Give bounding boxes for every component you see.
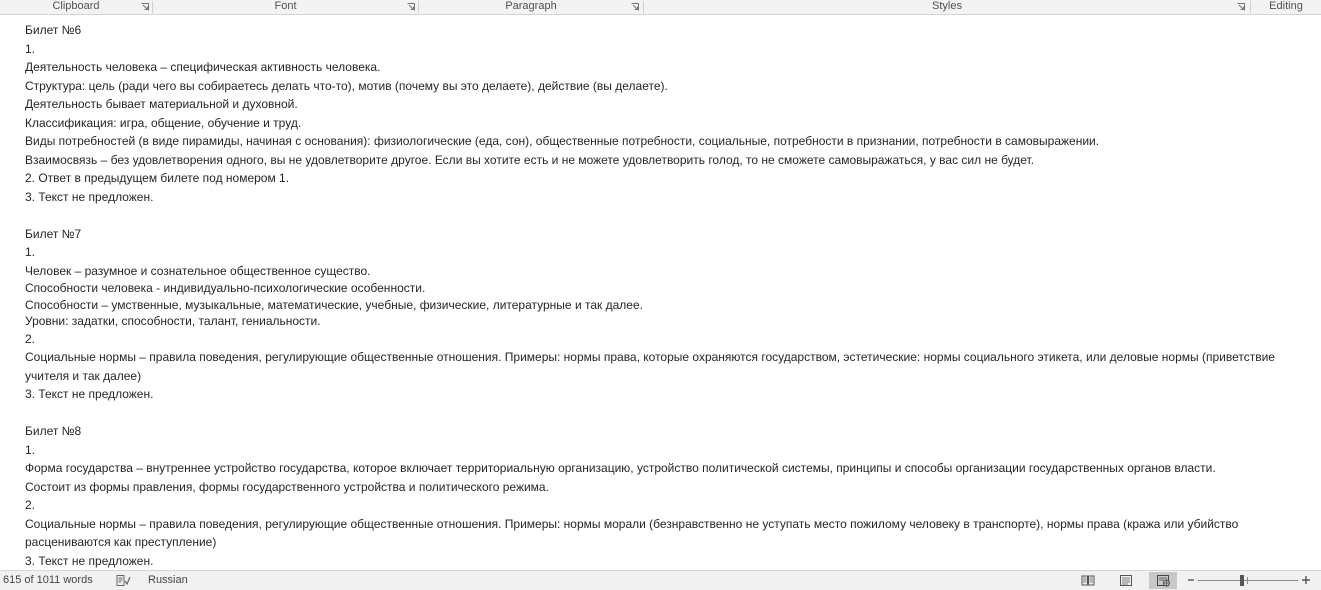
- empty-paragraph[interactable]: [25, 404, 1317, 423]
- doc-paragraph[interactable]: Способности – умственные, музыкальные, математические, учебные, физические, литературные и так далее.: [25, 297, 643, 312]
- ribbon-group-labels: [0, 0, 1321, 15]
- zoom-slider-center-tick: [1247, 577, 1248, 584]
- proofing-icon[interactable]: [116, 574, 131, 587]
- doc-paragraph[interactable]: Классификация: игра, общение, обучение и труд.: [25, 115, 302, 130]
- doc-paragraph[interactable]: Виды потребностей (в виде пирамиды, начиная с основания): физиологические (еда, сон), общественные потребности, социальные, потребности в признании, потребности в самовыражении.: [25, 134, 1100, 148]
- web-layout-icon: [1156, 574, 1171, 587]
- minus-icon[interactable]: [1187, 575, 1195, 585]
- ticket-heading[interactable]: Билет №7: [25, 226, 82, 241]
- web-layout-button[interactable]: [1149, 572, 1177, 589]
- doc-paragraph[interactable]: Социальные нормы – правила поведения, регулирующие общественные отношения. Примеры: нормы морали (безнравственно не уступать место пожилому человеку в транспорте), нормы права (кража или убийство расцениваются как преступление): [25, 516, 1239, 549]
- doc-paragraph[interactable]: 2.: [25, 331, 36, 346]
- doc-paragraph[interactable]: Форма государства – внутреннее устройство государства, которое включает территориальную организацию, устройство политической системы, принципы и способы организации государственных органов власти.: [25, 461, 1216, 475]
- dialog-launcher-icon[interactable]: [141, 3, 149, 11]
- doc-paragraph[interactable]: Социальные нормы – правила поведения, регулирующие общественные отношения. Примеры: нормы права, которые охраняются государством, эстетические: нормы социального этикета, или деловые нормы (приветствие учителя и так далее): [25, 350, 1275, 383]
- document-canvas[interactable]: [0, 15, 1321, 570]
- empty-paragraph[interactable]: [25, 206, 1317, 225]
- ribbon-group-font: [153, 0, 418, 14]
- doc-paragraph[interactable]: Структура: цель (ради чего вы собираетесь делать что-то), мотив (почему вы это делаете), действие (вы делаете).: [25, 78, 668, 93]
- plus-icon[interactable]: [1301, 575, 1311, 585]
- doc-paragraph[interactable]: Способности человека - индивидуально-психологические особенности.: [25, 281, 426, 295]
- zoom-slider-thumb[interactable]: [1240, 575, 1244, 586]
- ribbon-group-label: Paragraph: [505, 0, 557, 12]
- dialog-launcher-icon[interactable]: [1237, 3, 1245, 11]
- ribbon-group-label: Styles: [932, 0, 962, 12]
- ribbon-group-label: Clipboard: [52, 0, 100, 12]
- doc-paragraph[interactable]: 1.: [25, 245, 36, 259]
- doc-paragraph[interactable]: 3. Текст не предложен.: [25, 553, 154, 568]
- doc-paragraph[interactable]: 3. Текст не предложен.: [25, 387, 154, 401]
- print-layout-icon: [1119, 574, 1133, 587]
- ticket-heading[interactable]: Билет №8: [25, 424, 82, 438]
- document-body[interactable]: [25, 21, 1317, 570]
- doc-paragraph[interactable]: Деятельность бывает материальной и духовной.: [25, 97, 298, 111]
- status-bar: [0, 570, 1321, 590]
- ribbon-group-editing: [1251, 0, 1321, 14]
- doc-paragraph[interactable]: 1.: [25, 41, 36, 56]
- doc-paragraph[interactable]: 2. Ответ в предыдущем билете под номером 1.: [25, 171, 290, 185]
- doc-paragraph[interactable]: Взаимосвязь – без удовлетворения одного, вы не удовлетворите другое. Если вы хотите есть и не можете удовлетворить голод, то не сможете самовыражаться, у вас сил не будет.: [25, 152, 1035, 167]
- ribbon-group-paragraph: [419, 0, 643, 14]
- doc-paragraph[interactable]: 2.: [25, 498, 36, 512]
- ribbon-group-label: Editing: [1269, 0, 1303, 12]
- dialog-launcher-icon[interactable]: [407, 3, 415, 11]
- ribbon-group-styles: [644, 0, 1250, 14]
- read-mode-icon: [1081, 574, 1095, 587]
- ribbon-group-label: Font: [274, 0, 297, 12]
- doc-paragraph[interactable]: 3. Текст не предложен.: [25, 189, 154, 204]
- dialog-launcher-icon[interactable]: [631, 3, 639, 11]
- read-mode-button[interactable]: [1074, 572, 1102, 589]
- zoom-slider-track[interactable]: [1198, 580, 1298, 581]
- doc-paragraph[interactable]: Состоит из формы правления, формы государственного устройства и политического режима.: [25, 479, 549, 494]
- doc-paragraph[interactable]: Человек – разумное и сознательное общественное существо.: [25, 263, 371, 278]
- ribbon-group-clipboard: [0, 0, 152, 14]
- word-count[interactable]: 615 of 1011 words: [3, 574, 93, 586]
- doc-paragraph[interactable]: 1.: [25, 442, 36, 457]
- language-indicator[interactable]: Russian: [148, 574, 188, 586]
- ticket-heading[interactable]: Билет №6: [25, 23, 82, 37]
- print-layout-button[interactable]: [1112, 572, 1140, 589]
- doc-paragraph[interactable]: Уровни: задатки, способности, талант, гениальности.: [25, 314, 321, 328]
- doc-paragraph[interactable]: Деятельность человека – специфическая активность человека.: [25, 60, 381, 74]
